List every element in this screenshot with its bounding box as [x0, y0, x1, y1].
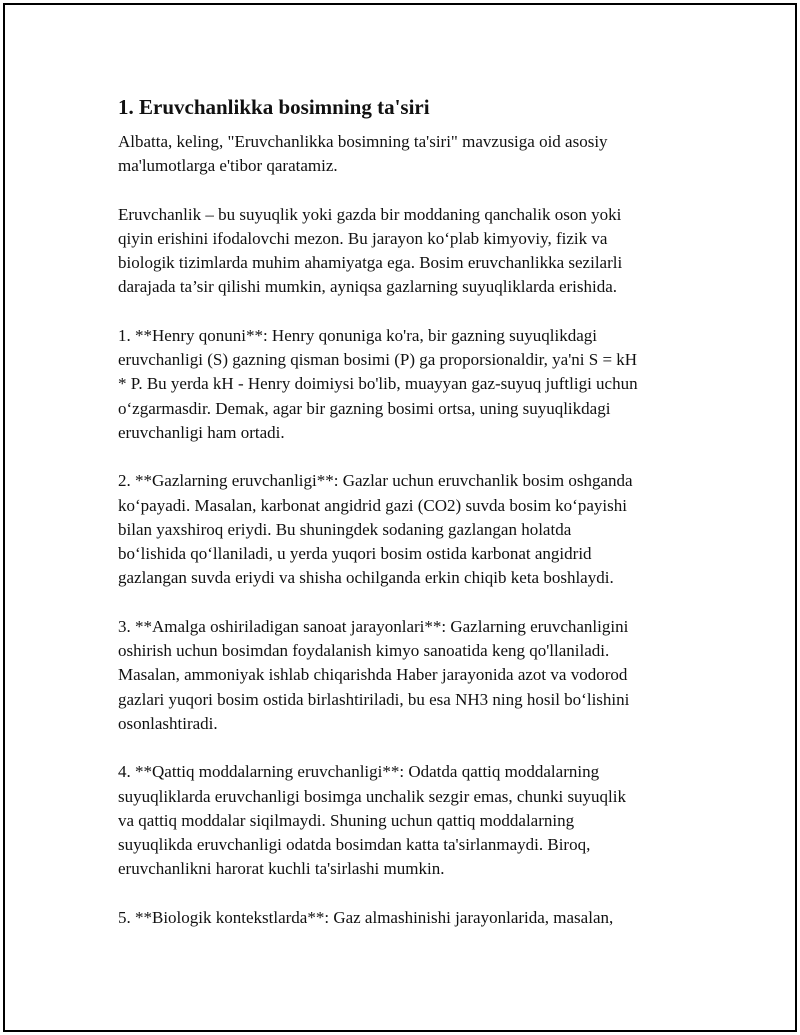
intro-paragraph: Albatta, keling, "Eruvchanlikka bosimning ta'siri" mavzusiga oid asosiy ma'lumotlarga e'tibor qaratamiz.	[118, 132, 608, 176]
biological-context-paragraph: 5. **Biologik kontekstlarda**: Gaz almashinishi jarayonlarida, masalan,	[118, 907, 614, 927]
section-heading: 1. Eruvchanlikka bosimning ta'siri	[118, 95, 430, 119]
gas-solubility-paragraph: 2. **Gazlarning eruvchanligi**: Gazlar uchun eruvchanlik bosim oshganda ko‘payadi. Masalan, karbonat angidrid gazi (CO2) suvda bosim ko‘payishi bilan yaxshiroq eriydi. Bu shuningdek sodaning gazlangan holatda bo‘lishida qo‘llaniladi, u yerda yuqori bosim ostida karbonat angidrid gazlangan suvda eriydi va shisha ochilganda erkin chiqib keta boshlaydi.	[118, 471, 633, 588]
industrial-processes-paragraph: 3. **Amalga oshiriladigan sanoat jarayonlari**: Gazlarning eruvchanligini oshirish uchun bosimdan foydalanish kimyo sanoatida keng qo'llaniladi. Masalan, ammoniyak ishlab chiqarishda Haber jarayonida azot va vodorod gazlari yuqori bosim ostida birlashtiriladi, bu esa NH3 ning hosil bo‘lishini osonlashtiradi.	[118, 616, 630, 733]
definition-paragraph: Eruvchanlik – bu suyuqlik yoki gazda bir moddaning qanchalik oson yoki qiyin erishini ifodalovchi mezon. Bu jarayon ko‘plab kimyoviy, fizik va biologik tizimlarda muhim ahamiyatga ega. Bosim eruvchanlikka sezilarli darajada ta’sir qilishi mumkin, ayniqsa gazlarning suyuqliklarda erishida.	[118, 204, 623, 297]
henry-law-paragraph: 1. **Henry qonuni**: Henry qonuniga ko'ra, bir gazning suyuqlikdagi eruvchanligi (S) gazning qisman bosimi (P) ga proporsionaldir, ya'ni S = kH * P. Bu yerda kH - Henry doimiysi bo'lib, muayyan gaz-suyuq juftligi uchun o‘zgarmasdir. Demak, agar bir gazning bosimi ortsa, uning suyuqlikdagi eruvchanligi ham ortadi.	[118, 325, 638, 442]
document-body	[118, 94, 708, 954]
solid-solubility-paragraph: 4. **Qattiq moddalarning eruvchanligi**: Odatda qattiq moddalarning suyuqliklarda eruvchanligi bosimga unchalik sezgir emas, chunki suyuqlik va qattiq moddalar siqilmaydi. Shuning uchun qattiq moddalarning suyuqlikda eruvchanligi odatda bosimdan katta ta'sirlanmaydi. Biroq, eruvchanlikni harorat kuchli ta'sirlashi mumkin.	[118, 762, 626, 879]
